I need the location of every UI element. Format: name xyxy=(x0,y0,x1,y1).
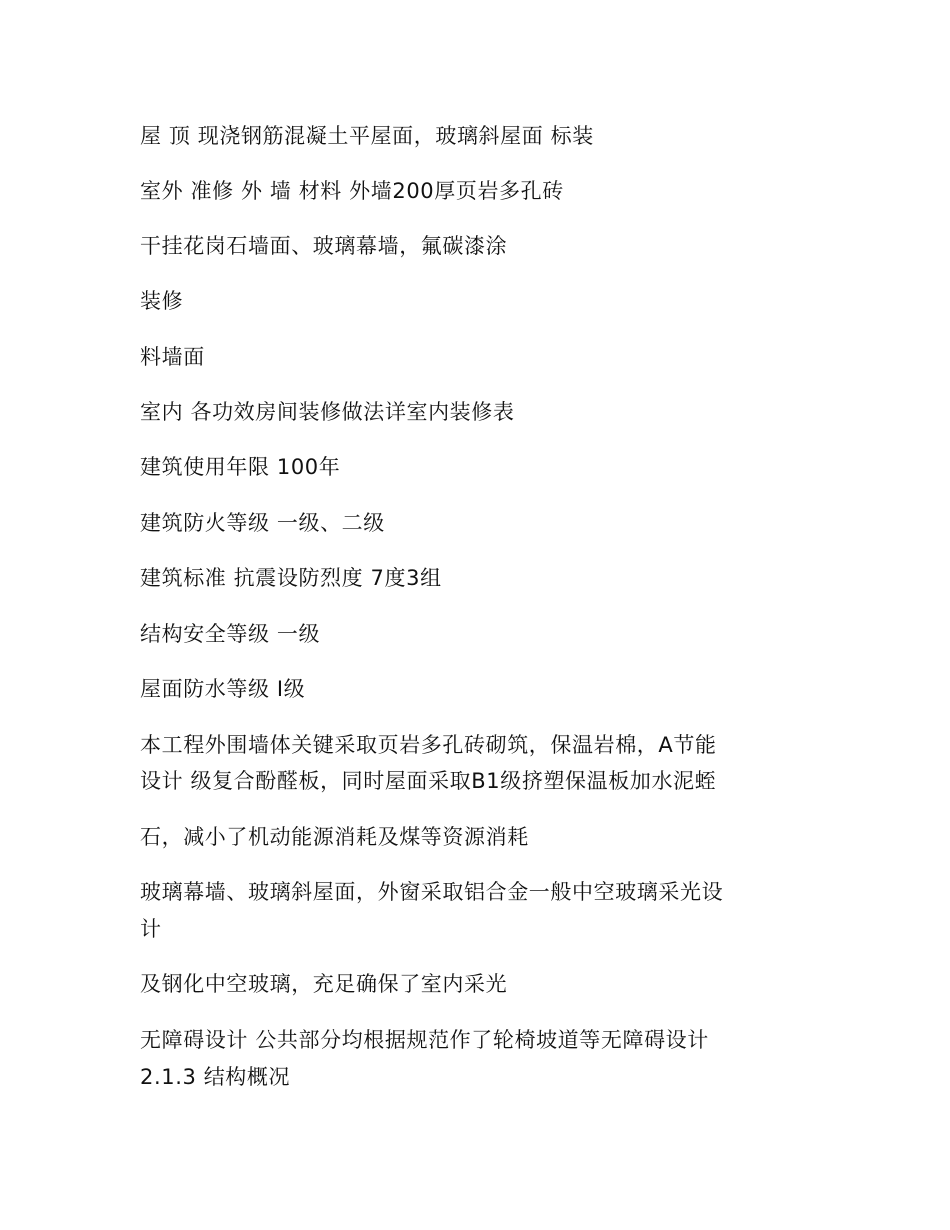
text-line: 玻璃幕墙、玻璃斜屋面，外窗采取铝合金一般中空玻璃采光设 xyxy=(140,880,724,904)
text-line: 建筑使用年限 100年 xyxy=(140,455,341,479)
text-line: 料墙面 xyxy=(140,345,205,369)
text-line: 本工程外围墙体关键采取页岩多孔砖砌筑，保温岩棉，A节能 xyxy=(140,733,717,757)
text-line: 计 xyxy=(140,917,162,941)
text-line: 装修 xyxy=(140,289,184,313)
text-line: 屋面防水等级 Ⅰ级 xyxy=(140,677,306,701)
text-line: 室外 准修 外 墙 材料 外墙200厚页岩多孔砖 xyxy=(140,179,564,203)
text-line: 干挂花岗石墙面、玻璃幕墙，氟碳漆涂 xyxy=(140,234,508,258)
text-line: 结构安全等级 一级 xyxy=(140,622,321,646)
text-line: 建筑防火等级 一级、二级 xyxy=(140,511,385,535)
text-line: 屋 顶 现浇钢筋混凝土平屋面，玻璃斜屋面 标装 xyxy=(140,124,594,148)
text-line: 石，减小了机动能源消耗及煤等资源消耗 xyxy=(140,825,529,849)
text-line: 无障碍设计 公共部分均根据规范作了轮椅坡道等无障碍设计 xyxy=(140,1028,709,1052)
text-line: 建筑标准 抗震设防烈度 7度3组 xyxy=(140,566,442,590)
text-line: 室内 各功效房间装修做法详室内装修表 xyxy=(140,400,515,424)
section-heading: 2.1.3 结构概况 xyxy=(140,1065,291,1089)
text-line: 及钢化中空玻璃，充足确保了室内采光 xyxy=(140,972,508,996)
text-line: 设计 级复合酚醛板，同时屋面采取B1级挤塑保温板加水泥蛭 xyxy=(140,769,717,793)
